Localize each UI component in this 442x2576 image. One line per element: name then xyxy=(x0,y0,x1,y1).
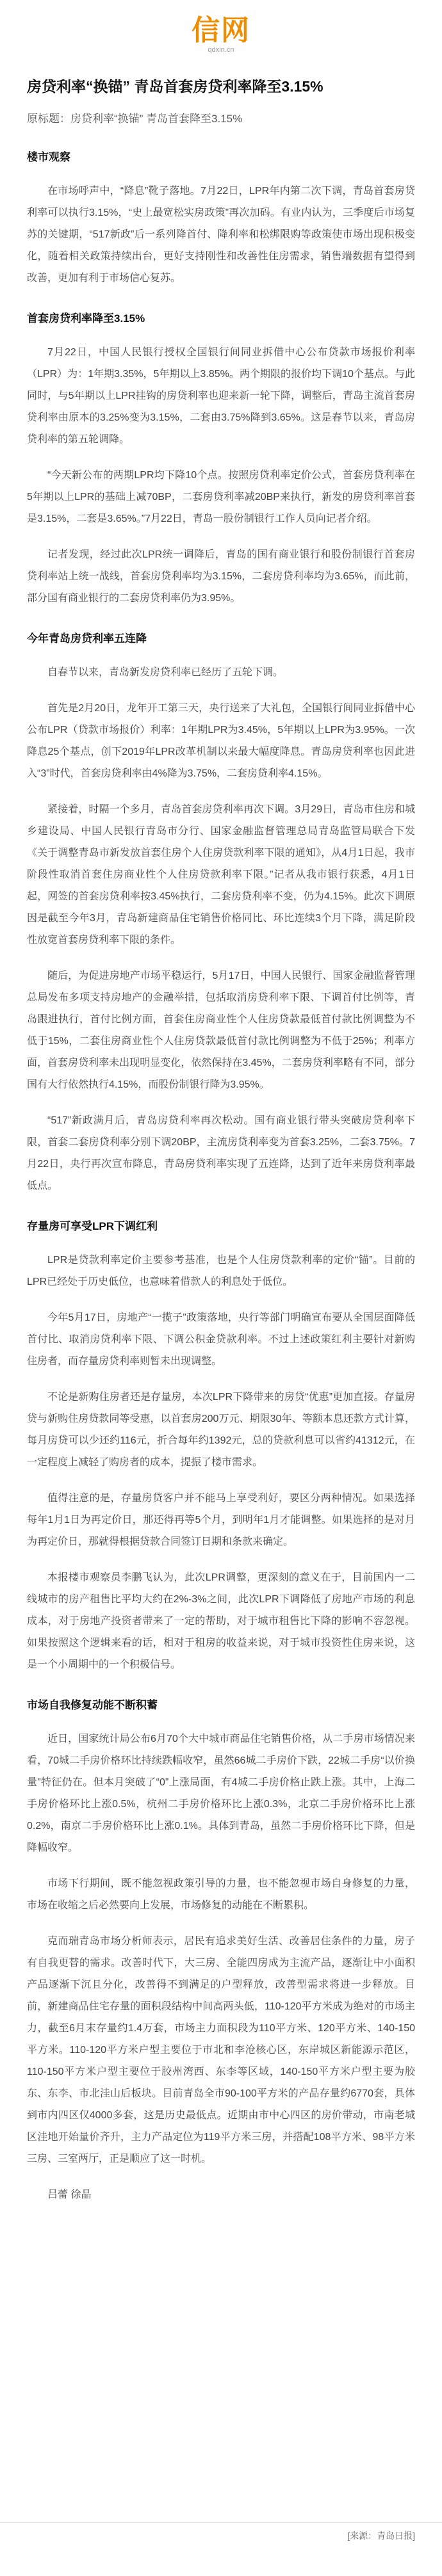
article-paragraph: 记者发现，经过此次LPR统一调降后，青岛的国有商业银行和股份制银行首套房贷利率站上统一战线，首套房贷利率均为3.15%，二套房贷利率均为3.65%，而此前，部分国有商业银行的二套房贷利率仍为3.95%。 xyxy=(27,549,415,604)
article-paragraph: “517”新政满月后，青岛房贷利率再次松动。国有商业银行带头突破房贷利率下限，首套二套房贷利率分别下调20BP，主流房贷利率变为首套3.25%，二套3.75%。7月22日，央行再次宣布降息，青岛房贷利率实现了五连降，达到了近年来房贷利率最低点。 xyxy=(27,1115,415,1191)
article-authors: 吕蕾 徐晶 xyxy=(47,2189,92,2200)
article-paragraph: 自春节以来，青岛新发房贷利率已经历了五轮下调。 xyxy=(47,667,284,678)
section-heading: 楼市观察 xyxy=(27,151,70,163)
article-paragraph: 首先是2月20日，龙年开工第三天，央行送来了大礼包，全国银行间同业拆借中心公布LPR（贷款市场报价）利率：1年期LPR为3.45%，5年期以上LPR为3.95%。一次降息25个基点，创下2019年LPR改革机制以来最大幅度降息。青岛房贷利率也因此进入“3”时代，首套房贷利率由4%降为3.75%，二套房贷利率4.15%。 xyxy=(27,703,415,779)
original-title: 原标题：房贷利率“换锚” 青岛首套降至3.15% xyxy=(27,113,243,125)
logo-mark: 信网 xyxy=(192,15,250,46)
article-body xyxy=(0,45,442,2206)
article-paragraph: LPR是贷款利率定价主要参考基准，也是个人住房贷款利率的定价“锚”。目前的LPR已经处于历史低位，也意味着借款人的利息处于低位。 xyxy=(27,1255,415,1287)
article-paragraph: 本报楼市观察员李鹏飞认为，此次LPR调整，更深刻的意义在于，目前国内一二线城市的房产租售比平均大约在2%-3%之间，此次LPR下调降低了房地产市场的利息成本，对于房地产投资者带来了一定的帮助，对于城市租售比下降的影响不容忽视。如果按照这个逻辑来看的话，相对于租房的收益来说，对于城市投资性住房来说，这是一个小周期中的一个积极信号。 xyxy=(27,1572,415,1670)
article-paragraph: 7月22日，中国人民银行授权全国银行间同业拆借中心公布贷款市场报价利率（LPR）为：1年期3.35%，5年期以上3.85%。两个期限的报价均下调10个基点。与此同时，与5年期以上LPR挂钩的房贷利率也迎来新一轮下降，调整后，青岛主流首套房贷利率由原本的3.25%变为3.15%，二套由3.75%降到3.65%。这是春节以来，青岛房贷利率的第五轮调降。 xyxy=(27,347,415,445)
article-title: 房贷利率“换锚” 青岛首套房贷利率降至3.15% xyxy=(27,78,323,95)
article-paragraph: 市场下行期间，既不能忽视政策引导的力量，也不能忽视市场自身修复的力量，市场在收缩之后必然要向上发展，市场修复的动能在不断累积。 xyxy=(27,1878,415,1911)
logo-url: qdxin.cn xyxy=(208,46,234,54)
article-paragraph: 在市场呼声中，“降息”靴子落地。7月22日，LPR年内第二次下调，青岛首套房贷利率可以执行3.15%，“史上最宽松实房政策”再次加码。有业内认为，三季度后市场复苏的关键期，“517新政”后一系列降首付、降利率和松绑限购等政策使市场出现积极变化，随着相关政策持续出台，更好支持刚性和改善性住房需求，销售端数据有望得到改善，更加有利于市场信心复苏。 xyxy=(27,186,415,284)
article-paragraph: 随后，为促进房地产市场平稳运行，5月17日，中国人民银行、国家金融监督管理总局发布多项支持房地产的金融举措，包括取消房贷利率下限、下调首付比例等，青岛跟进执行，首付比例方面，首套住房商业性个人住房贷款最低首付款比例调整为不低于15%，二套住房商业性个人住房贷款最低首付款比例调整为不低于25%；利率方面，首套房贷利率未出现明显变化，依然保持在3.45%，二套房贷利率略有不同，部分国有大行依然执行4.15%，而股份制银行降为3.95%。 xyxy=(27,970,415,1090)
section-heading: 今年青岛房贷利率五连降 xyxy=(27,632,147,645)
section-heading: 市场自我修复动能不断积蓄 xyxy=(27,1699,158,1711)
article-paragraph: 值得注意的是，存量房贷客户并不能马上享受利好，要区分两种情况。如果选择每年1月1日为再定价日，那还得再等5个月，到明年1月才能调整。如果选择的是对月为再定价日，那就得根据贷款合同签订日期和条款来确定。 xyxy=(27,1493,415,1547)
article-paragraph: “今天新公布的两期LPR均下降10个点。按照房贷利率定价公式，首套房贷利率在5年期以上LPR的基础上减70BP，二套房贷利率减20BP来执行，新发的房贷利率首套是3.15%，二套是3.65%。”7月22日，青岛一股份制银行工作人员向记者介绍。 xyxy=(27,470,415,524)
article-sections xyxy=(27,149,415,2170)
site-logo[interactable] xyxy=(0,0,442,54)
article-paragraph: 紧接着，时隔一个多月，青岛首套房贷利率再次下调。3月29日，青岛市住房和城乡建设局、中国人民银行青岛市分行、国家金融监督管理总局青岛监管局联合下发《关于调整青岛市新发放首套住房个人住房贷款利率下限的通知》，从4月1日起，我市阶段性取消首套住房商业性个人住房贷款利率下限。”记者从我市银行获悉，4月1日起，网签的首套房贷利率按3.45%执行，二套房贷利率不变，仍为4.15%。此次下调原因是截至今年3月，青岛新建商品住宅销售价格同比、环比连续3个月下降，满足阶段性放宽首套房贷利率下限的条件。 xyxy=(27,804,415,946)
section-heading: 存量房可享受LPR下调红利 xyxy=(27,1220,158,1232)
article-paragraph: 近日，国家统计局公布6月70个大中城市商品住宅销售价格，从二手房市场情况来看，70城二手房价格环比持续跌幅收窄，虽然66城二手房价下跌，22城二手房“以价换量”特征仍在。但本月突破了“0”上涨局面，有4城二手房价格止跌上涨。其中，上海二手房价格环比上涨0.5%，杭州二手房价格环比上涨0.3%，北京二手房价格环比上涨0.2%，南京二手房价格环比上涨0.1%。具体到青岛，虽然二手房价格环比下降，但是降幅收窄。 xyxy=(27,1734,415,1853)
section-heading: 首套房贷利率降至3.15% xyxy=(27,312,145,325)
article-source: [来源：青岛日报] xyxy=(0,2522,442,2542)
article-paragraph: 今年5月17日，房地产“一揽子”政策落地，央行等部门明确宣布要从全国层面降低首付比、取消房贷利率下限、下调公积金贷款利率。不过上述政策红利主要针对新购住房者，而存量房贷利率则暂未出现调整。 xyxy=(27,1312,415,1367)
article-paragraph: 不论是新购住房者还是存量房，本次LPR下降带来的房贷“优惠”更加直接。存量房贷与新购住房贷款同等受惠，以首套房200万元、期限30年、等额本息还款方式计算，每月房贷可以少还约116元，折合每年约1392元，总的贷款利息可以省约41312元，在一定程度上减轻了购房者的成本，提振了楼市需求。 xyxy=(27,1392,415,1468)
article-paragraph: 克而瑞青岛市场分析师表示，居民有追求美好生活、改善居住条件的力量，房子有自我更替的需求。改善时代下，大三房、全能四房成为主流产品，逐渐让中小面积产品逐渐下沉且分化，改善得不到满足的户型释放，改善型需求将进一步释放。目前，新建商品住宅存量的面积段结构中间高两头低，110-120平方米成为绝对的市场主力，截至6月末存量约1.4万套，市场主力面积段为110平方米、120平方米、140-150平方米。110-120平方米户型主要位于市北和李沧核心区，东岸城区新能源示范区，110-150平方米户型主要位于胶州湾西、东李等区域，140-150平方米户型主要为胶东、东李、市北洼山后板块。目前青岛全市90-100平方米的产品存量约6770套，具体到市内四区仅4000多套，这是历史最低点。近期由市中心四区的房价带动，市南老城区洼地开始量价齐升，主力产品定位为119平方米三房，并搭配108平方米、98平方米三房、三室两厅，正是顺应了这一时机。 xyxy=(27,1936,415,2164)
